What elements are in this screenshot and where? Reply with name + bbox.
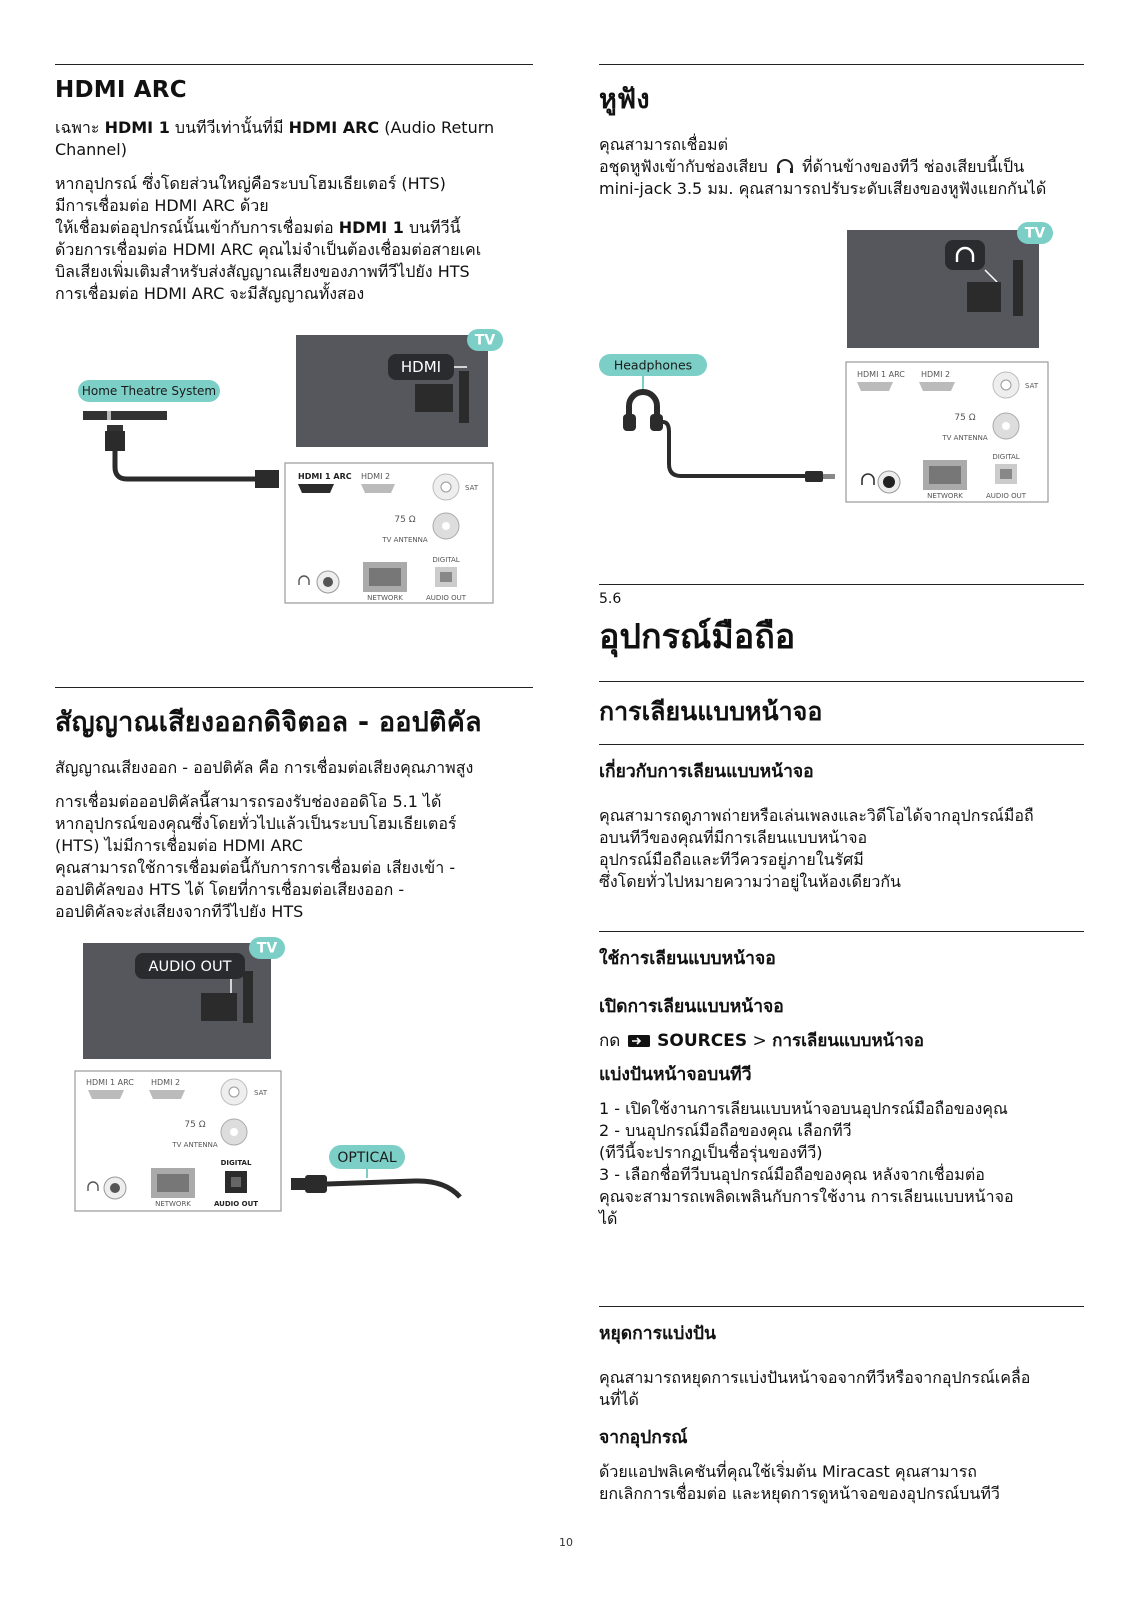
svg-text:TV ANTENNA: TV ANTENNA	[382, 536, 428, 544]
headphone-callout	[945, 240, 985, 270]
headphone-icon	[776, 158, 794, 174]
svg-text:HDMI 1 ARC: HDMI 1 ARC	[298, 472, 352, 481]
section-rule	[55, 64, 533, 65]
svg-text:NETWORK: NETWORK	[155, 1200, 191, 1208]
subsection-title-use: ใช้การเลียนแบบหน้าจอ	[599, 949, 776, 969]
paragraph: เฉพาะ HDMI 1 บนทีวีเท่านั้นที่มี HDMI ARC (Audio Return Channel)	[55, 118, 495, 159]
open-mirroring-title: เปิดการเลียนแบบหน้าจอ	[599, 997, 784, 1017]
optical-cable	[327, 1181, 460, 1197]
instruction: กด SOURCES > การเลียนแบบหน้าจอ	[599, 1031, 925, 1051]
section-rule	[599, 64, 1084, 65]
chapter-title: อุปกรณ์มือถือ	[599, 617, 796, 657]
svg-text:NETWORK: NETWORK	[367, 594, 403, 602]
section-title-hdmi-arc: HDMI ARC	[55, 77, 187, 103]
paragraph: คุณสามารถเชื่อมต่ อชุดหูฟังเข้ากับช่องเสียบ ที่ด้านข้างของทีวี ช่องเสียบนี้เป็น mini-jack 3.5 มม. คุณสามารถปรับระดับเสียงของหูฟังแยกกันได้	[599, 135, 1047, 198]
svg-text:75 Ω: 75 Ω	[954, 413, 976, 423]
optical-plug	[305, 1175, 327, 1193]
svg-text:TV ANTENNA: TV ANTENNA	[172, 1141, 218, 1149]
optical-diagram	[55, 935, 533, 1225]
hdmi1-port	[298, 484, 334, 493]
svg-text:AUDIO OUT: AUDIO OUT	[148, 959, 232, 975]
headphone-cable	[657, 422, 805, 476]
headphone-jack	[883, 476, 895, 488]
subsection-rule	[599, 1306, 1084, 1307]
svg-text:75 Ω: 75 Ω	[394, 515, 416, 525]
chapter-rule	[599, 584, 1084, 585]
paragraph: ด้วยแอปพลิเคชันที่คุณใช้เริ่มต้น Miracast คุณสามารถ ยกเลิกการเชื่อมต่อ และหยุดการดูหน้าจอของอุปกรณ์บนทีวี	[599, 1462, 1000, 1503]
section-title-headphones: หูฟัง	[599, 84, 650, 115]
hdmi-callout-label: HDMI	[400, 358, 442, 376]
svg-text:SAT: SAT	[1025, 382, 1039, 390]
tv-badge-label: TV	[1024, 225, 1046, 242]
paragraph: การเชื่อมต่อออปติคัลนี้สามารถรองรับช่องออดิโอ 5.1 ได้ หากอุปกรณ์ของคุณซึ่งโดยทั่วไปแล้วเป็นระบบโฮมเธียเตอร์ (HTS) ไม่มีการเชื่อมต่อ HDMI ARC คุณสามารถใช้การเชื่อมต่อนี้กับการการเชื่อมต่อ เสียงเข้า - ออปติคัลของ HTS ได้ โดยที่การเชื่อมต่อเสียงออก - ออปติคัลจะส่งเสียงจากทีวีไปยัง HTS	[55, 792, 457, 921]
paragraph: สัญญาณเสียงออก - ออปติคัล คือ การเชื่อมต่อเสียงคุณภาพสูง	[55, 758, 474, 777]
svg-text:AUDIO OUT: AUDIO OUT	[213, 1200, 259, 1208]
svg-text:OPTICAL: OPTICAL	[337, 1150, 397, 1166]
page-number: 10	[559, 1536, 573, 1549]
hts-device	[83, 411, 167, 420]
steps: 1 - เปิดใช้งานการเลียนแบบหน้าจอบนอุปกรณ์มือถือของคุณ 2 - บนอุปกรณ์มือถือของคุณ เลือกทีวี (ทีวีนี้จะปรากฏเป็นชื่อรุ่นของทีวี) 3 - เลือกชื่อทีวีบนอุปกรณ์มือถือของคุณ หลังจากเชื่อมต่อ คุณจะสามารถเพลิดเพลินกับการใช้งาน การเลียนแบบหน้าจอ ได้	[599, 1099, 1014, 1228]
svg-text:HDMI 2: HDMI 2	[151, 1078, 181, 1087]
tv-badge-label: TV	[474, 332, 496, 349]
subsection-rule	[599, 931, 1084, 932]
svg-text:TV ANTENNA: TV ANTENNA	[942, 434, 988, 442]
tv-panel	[847, 230, 1039, 348]
svg-text:DIGITAL: DIGITAL	[992, 453, 1020, 461]
paragraph: หากอุปกรณ์ ซึ่งโดยส่วนใหญ่คือระบบโฮมเธียเตอร์ (HTS) มีการเชื่อมต่อ HDMI ARC ด้วย ให้เชื่อมต่ออุปกรณ์นั้นเข้ากับการเชื่อมต่อ HDMI 1 บนทีวีนี้ ด้วยการเชื่อมต่อ HDMI ARC คุณไม่จำเป็นต้องเชื่อมต่อสายเคเ บิลเสียงเพิ่มเติมสำหรับส่งสัญญาณเสียงของภาพทีวีไปยัง HTS การเชื่อมต่อ HDMI ARC จะมีสัญญาณทั้งสอง	[55, 174, 482, 303]
share-screen-title: แบ่งปันหน้าจอบนทีวี	[599, 1065, 752, 1085]
svg-text:AUDIO OUT: AUDIO OUT	[985, 492, 1027, 500]
sources-icon	[628, 1035, 650, 1047]
headphone-plug	[805, 471, 823, 482]
svg-text:DIGITAL: DIGITAL	[432, 556, 460, 564]
section-rule	[55, 687, 533, 688]
headphones-diagram	[599, 212, 1084, 512]
svg-text:SAT: SAT	[465, 484, 479, 492]
svg-text:AUDIO OUT: AUDIO OUT	[425, 594, 467, 602]
section-title-screen-mirroring: การเลียนแบบหน้าจอ	[599, 697, 823, 726]
svg-text:75 Ω: 75 Ω	[184, 1120, 206, 1130]
section-rule	[599, 681, 1084, 682]
paragraph: คุณสามารถดูภาพถ่ายหรือเล่นเพลงและวิดีโอได้จากอุปกรณ์มือถื อบนทีวีของคุณที่มีการเลียนแบบหน้าจอ อุปกรณ์มือถือและทีวีควรอยู่ภายในรัศมี ซึ่งโดยทั่วไปหมายความว่าอยู่ในห้องเดียวกัน	[599, 806, 1034, 891]
section-title-optical: สัญญาณเสียงออกดิจิตอล - ออปติคัล	[55, 707, 482, 738]
hdmi-cable	[115, 451, 255, 479]
right-column	[599, 64, 1084, 1517]
hts-label-text: Home Theatre System	[81, 384, 217, 398]
paragraph: คุณสามารถหยุดการแบ่งปันหน้าจอจากทีวีหรือจากอุปกรณ์เคลื่อ นที่ได้	[599, 1368, 1031, 1409]
chapter-number: 5.6	[599, 591, 622, 607]
left-column	[55, 64, 533, 1225]
hdmi-arc-diagram	[55, 329, 533, 619]
svg-text:HDMI 1 ARC: HDMI 1 ARC	[86, 1078, 134, 1087]
svg-text:DIGITAL: DIGITAL	[220, 1159, 252, 1167]
svg-text:HDMI 2: HDMI 2	[361, 472, 391, 481]
svg-text:NETWORK: NETWORK	[927, 492, 963, 500]
svg-text:Headphones: Headphones	[613, 357, 693, 373]
from-device-title: จากอุปกรณ์	[599, 1428, 688, 1448]
subsection-title-about: เกี่ยวกับการเลียนแบบหน้าจอ	[599, 762, 814, 782]
hdmi2-port	[361, 484, 395, 493]
subsection-rule	[599, 744, 1084, 745]
tv-badge-label: TV	[256, 940, 278, 957]
svg-text:HDMI 2: HDMI 2	[921, 370, 951, 379]
svg-text:HDMI 1 ARC: HDMI 1 ARC	[857, 370, 905, 379]
svg-text:SAT: SAT	[254, 1089, 268, 1097]
subsection-title-stop: หยุดการแบ่งปัน	[599, 1324, 716, 1344]
